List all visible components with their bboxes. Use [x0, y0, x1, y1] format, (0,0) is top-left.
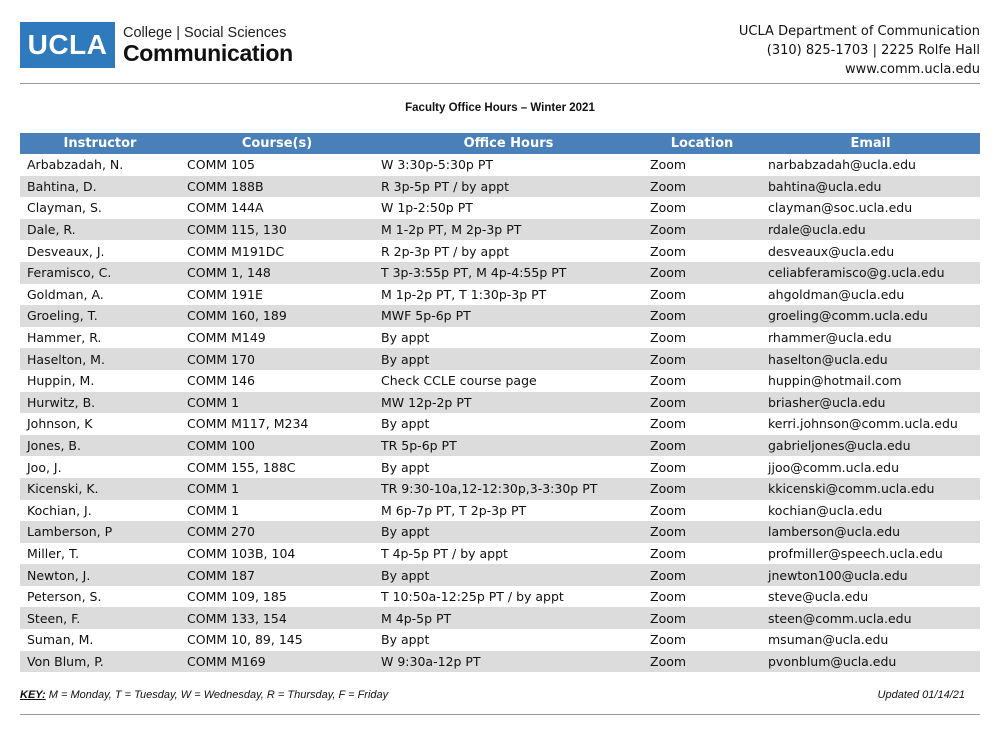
courses-cell: COMM 144A — [187, 200, 264, 216]
email-cell[interactable]: ahgoldman@ucla.edu — [768, 286, 905, 302]
office-hours-cell: W 3:30p-5:30p PT — [381, 157, 493, 173]
office-hours-cell: MW 12p-2p PT — [374, 392, 643, 414]
courses-cell: COMM M169 — [180, 651, 374, 673]
email-cell[interactable]: gabrieljones@ucla.edu — [761, 435, 980, 457]
table-row — [20, 154, 980, 176]
table-row — [20, 564, 980, 586]
table-header-row — [20, 133, 980, 154]
email-cell[interactable]: profmiller@speech.ucla.edu — [768, 545, 943, 561]
location-cell: Zoom — [643, 176, 761, 198]
table-row — [20, 240, 980, 262]
office-hours-cell: By appt — [374, 521, 643, 543]
office-hours-cell: M 6p-7p PT, T 2p-3p PT — [381, 502, 527, 518]
courses-cell: COMM 133, 154 — [180, 607, 374, 629]
office-hours-cell: R 2p-3p PT / by appt — [381, 243, 509, 259]
column-header-email: Email — [761, 133, 980, 154]
instructor-cell: Newton, J. — [20, 564, 180, 586]
email-cell[interactable]: clayman@soc.ucla.edu — [768, 200, 913, 216]
office-hours-cell: Check CCLE course page — [381, 373, 537, 389]
courses-cell: COMM 270 — [180, 521, 374, 543]
courses-cell: COMM 100 — [180, 435, 374, 457]
courses-cell: COMM 1 — [187, 502, 240, 518]
table-body — [20, 154, 980, 672]
location-cell: Zoom — [643, 305, 761, 327]
location-cell: Zoom — [643, 435, 761, 457]
department-website[interactable]: www.comm.ucla.edu — [845, 62, 980, 77]
office-hours-cell: M 4p-5p PT — [374, 607, 643, 629]
department-contact — [739, 22, 980, 79]
email-cell[interactable]: msuman@ucla.edu — [768, 632, 889, 648]
office-hours-cell: W 1p-2:50p PT — [381, 200, 473, 216]
instructor-cell: Peterson, S. — [27, 589, 102, 605]
table-row — [20, 305, 980, 327]
instructor-cell: Kochian, J. — [27, 502, 92, 518]
office-hours-table — [20, 133, 980, 672]
header-divider — [20, 83, 980, 84]
courses-cell: COMM 170 — [180, 348, 374, 370]
instructor-cell: Suman, M. — [27, 632, 94, 648]
instructor-cell: Bahtina, D. — [20, 176, 180, 198]
email-cell[interactable]: rdale@ucla.edu — [761, 219, 980, 241]
office-hours-cell: R 3p-5p PT / by appt — [374, 176, 643, 198]
email-cell[interactable]: kkicenski@comm.ucla.edu — [761, 478, 980, 500]
location-cell: Zoom — [650, 373, 687, 389]
email-cell[interactable]: kerri.johnson@comm.ucla.edu — [768, 416, 958, 432]
courses-cell: COMM 187 — [180, 564, 374, 586]
table-row — [20, 478, 980, 500]
email-cell[interactable]: kochian@ucla.edu — [768, 502, 883, 518]
table-row — [20, 219, 980, 241]
office-hours-cell: By appt — [381, 632, 430, 648]
table-row — [20, 500, 980, 522]
email-cell[interactable]: steen@comm.ucla.edu — [761, 607, 980, 629]
courses-cell: COMM 10, 89, 145 — [187, 632, 303, 648]
email-cell[interactable]: briasher@ucla.edu — [761, 392, 980, 414]
office-hours-cell: M 1p-2p PT, T 1:30p-3p PT — [381, 286, 547, 302]
page-title: Faculty Office Hours – Winter 2021 — [405, 102, 595, 114]
department-phone-address: (310) 825-1703 | 2225 Rolfe Hall — [766, 43, 980, 58]
table-row — [20, 607, 980, 629]
location-cell: Zoom — [643, 521, 761, 543]
courses-cell: COMM 109, 185 — [187, 589, 287, 605]
location-cell: Zoom — [643, 478, 761, 500]
email-cell[interactable]: bahtina@ucla.edu — [761, 176, 980, 198]
email-cell[interactable]: narbabzadah@ucla.edu — [768, 157, 916, 173]
instructor-cell: Haselton, M. — [20, 348, 180, 370]
instructor-cell: Jones, B. — [20, 435, 180, 457]
ucla-communication-logo — [20, 22, 293, 68]
email-cell[interactable]: jjoo@comm.ucla.edu — [768, 459, 900, 475]
location-cell: Zoom — [643, 219, 761, 241]
table-row — [20, 435, 980, 457]
location-cell: Zoom — [650, 502, 687, 518]
instructor-cell: Groeling, T. — [20, 305, 180, 327]
table-row — [20, 651, 980, 673]
instructor-cell: Huppin, M. — [27, 373, 95, 389]
email-cell[interactable]: desveaux@ucla.edu — [768, 243, 895, 259]
table-row — [20, 413, 980, 435]
location-cell: Zoom — [650, 200, 687, 216]
key-label: KEY: — [20, 689, 46, 701]
location-cell: Zoom — [650, 459, 687, 475]
logo-text — [123, 25, 293, 65]
courses-cell: COMM 115, 130 — [180, 219, 374, 241]
table-row — [20, 262, 980, 284]
location-cell: Zoom — [643, 607, 761, 629]
location-cell: Zoom — [650, 286, 687, 302]
updated-date: Updated 01/14/21 — [877, 689, 965, 701]
location-cell: Zoom — [643, 348, 761, 370]
office-hours-cell: T 4p-5p PT / by appt — [381, 545, 508, 561]
location-cell: Zoom — [643, 392, 761, 414]
office-hours-cell: By appt — [381, 459, 430, 475]
office-hours-cell: MWF 5p-6p PT — [374, 305, 643, 327]
table-row — [20, 284, 980, 306]
instructor-cell: Lamberson, P — [20, 521, 180, 543]
location-cell: Zoom — [650, 330, 687, 346]
office-hours-cell: TR 5p-6p PT — [374, 435, 643, 457]
department-name: UCLA Department of Communication — [738, 24, 980, 39]
office-hours-cell: M 1-2p PT, M 2p-3p PT — [374, 219, 643, 241]
email-cell[interactable]: celiabferamisco@g.ucla.edu — [761, 262, 980, 284]
table-row — [20, 197, 980, 219]
logo-mark: UCLA — [20, 22, 115, 68]
courses-cell: COMM 105 — [187, 157, 255, 173]
email-cell[interactable]: jnewton100@ucla.edu — [761, 564, 980, 586]
instructor-cell: Hurwitz, B. — [20, 392, 180, 414]
instructor-cell: Dale, R. — [20, 219, 180, 241]
instructor-cell: Arbabzadah, N. — [27, 157, 124, 173]
office-hours-cell: By appt — [381, 416, 430, 432]
location-cell: Zoom — [650, 545, 687, 561]
courses-cell: COMM M117, M234 — [187, 416, 309, 432]
office-hours-cell: W 9:30a-12p PT — [374, 651, 643, 673]
instructor-cell: Joo, J. — [27, 459, 62, 475]
instructor-cell: Hammer, R. — [27, 330, 102, 346]
table-row — [20, 629, 980, 651]
column-header-instructor: Instructor — [20, 133, 180, 154]
column-header-office-hours: Office Hours — [374, 133, 643, 154]
table-row — [20, 370, 980, 392]
email-cell[interactable]: haselton@ucla.edu — [761, 348, 980, 370]
office-hours-cell: T 3p-3:55p PT, M 4p-4:55p PT — [374, 262, 643, 284]
location-cell: Zoom — [643, 262, 761, 284]
location-cell: Zoom — [643, 651, 761, 673]
instructor-cell: Goldman, A. — [27, 286, 104, 302]
key-text: M = Monday, T = Tuesday, W = Wednesday, R = Thursday, F = Friday — [45, 689, 389, 701]
courses-cell: COMM 191E — [187, 286, 263, 302]
logo-subtitle: College | Social Sciences — [123, 25, 287, 41]
table-row — [20, 456, 980, 478]
instructor-cell: Von Blum, P. — [20, 651, 180, 673]
location-cell: Zoom — [650, 416, 687, 432]
location-cell: Zoom — [650, 589, 687, 605]
location-cell: Zoom — [650, 243, 687, 259]
office-hours-cell: By appt — [381, 330, 430, 346]
email-cell[interactable]: steve@ucla.edu — [768, 589, 869, 605]
footer — [20, 689, 965, 701]
email-cell[interactable]: lamberson@ucla.edu — [761, 521, 980, 543]
email-cell[interactable]: huppin@hotmail.com — [768, 373, 902, 389]
instructor-cell: Miller, T. — [27, 545, 80, 561]
table-row — [20, 176, 980, 198]
courses-cell: COMM 160, 189 — [180, 305, 374, 327]
email-cell[interactable]: rhammer@ucla.edu — [768, 330, 892, 346]
column-header-location: Location — [643, 133, 761, 154]
courses-cell: COMM 155, 188C — [187, 459, 296, 475]
email-cell[interactable]: pvonblum@ucla.edu — [761, 651, 980, 673]
day-key — [20, 689, 388, 701]
location-cell: Zoom — [643, 564, 761, 586]
instructor-cell: Feramisco, C. — [20, 262, 180, 284]
courses-cell: COMM M149 — [187, 330, 266, 346]
table-row — [20, 348, 980, 370]
email-cell[interactable]: groeling@comm.ucla.edu — [761, 305, 980, 327]
table-row — [20, 543, 980, 565]
location-cell: Zoom — [650, 632, 687, 648]
courses-cell: COMM 103B, 104 — [187, 545, 296, 561]
logo-title: Communication — [123, 40, 293, 66]
office-hours-cell: TR 9:30-10a,12-12:30p,3-3:30p PT — [374, 478, 643, 500]
instructor-cell: Steen, F. — [20, 607, 180, 629]
location-cell: Zoom — [650, 157, 687, 173]
table-row — [20, 521, 980, 543]
courses-cell: COMM 1 — [180, 392, 374, 414]
table-row — [20, 392, 980, 414]
table-row — [20, 327, 980, 349]
instructor-cell: Desveaux, J. — [27, 243, 105, 259]
courses-cell: COMM 146 — [187, 373, 255, 389]
courses-cell: COMM 1 — [180, 478, 374, 500]
office-hours-cell: By appt — [374, 564, 643, 586]
courses-cell: COMM M191DC — [187, 243, 285, 259]
courses-cell: COMM 188B — [180, 176, 374, 198]
office-hours-cell: By appt — [374, 348, 643, 370]
instructor-cell: Kicenski, K. — [20, 478, 180, 500]
table-row — [20, 586, 980, 608]
office-hours-cell: T 10:50a-12:25p PT / by appt — [381, 589, 564, 605]
column-header-courses: Course(s) — [180, 133, 374, 154]
courses-cell: COMM 1, 148 — [180, 262, 374, 284]
instructor-cell: Clayman, S. — [27, 200, 102, 216]
instructor-cell: Johnson, K — [27, 416, 93, 432]
footer-divider — [20, 714, 980, 715]
